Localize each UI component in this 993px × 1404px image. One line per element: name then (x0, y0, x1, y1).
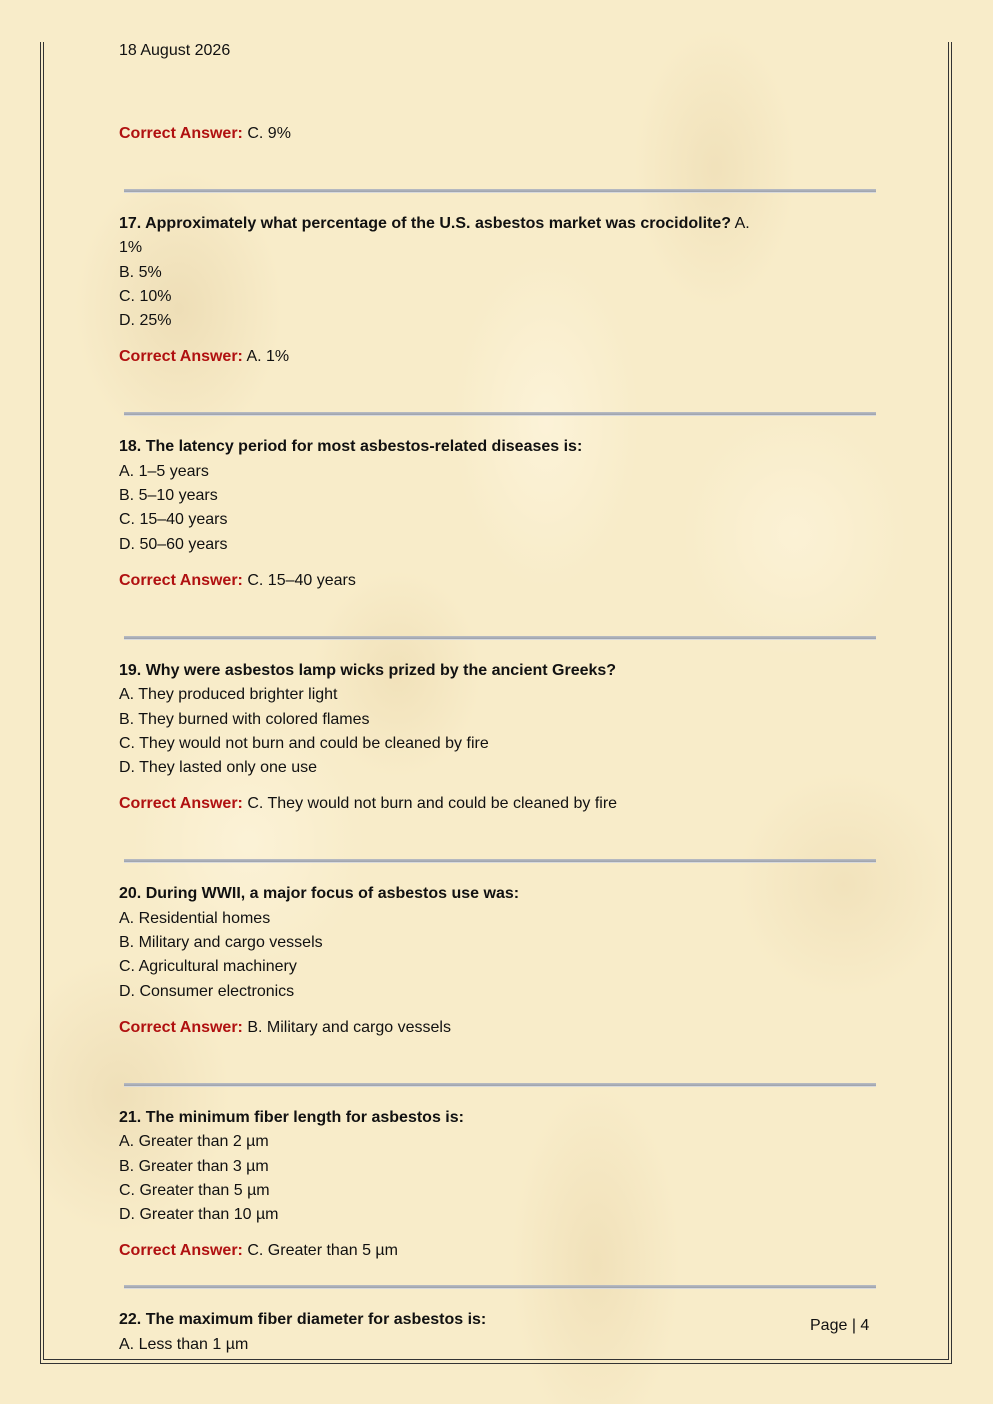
question-17 (119, 212, 879, 236)
correct-answer-value: B. Military and cargo vessels (247, 1018, 451, 1036)
option: C. Greater than 5 µm (119, 1181, 270, 1199)
option: D. 25% (119, 312, 172, 330)
option: C. 15–40 years (119, 511, 228, 529)
frame-border-bottom-inner (43, 1359, 949, 1360)
option: A. Residential homes (119, 909, 271, 927)
option: A. 1–5 years (119, 462, 209, 480)
option: A. Less than 1 µm (119, 1335, 249, 1353)
correct-answer-label: Correct Answer: (119, 571, 243, 589)
correct-answer-value: C. 9% (247, 125, 291, 142)
question-19 (119, 659, 879, 683)
correct-answer-label: Correct Answer: (119, 125, 243, 142)
question-18 (119, 435, 879, 459)
correct-answer-label: Correct Answer: (119, 1242, 243, 1260)
option: D. Greater than 10 µm (119, 1206, 279, 1224)
correct-answer-value: C. They would not burn and could be cleaned by fire (247, 795, 618, 813)
answer-19 (119, 794, 879, 814)
question-text: 19. Why were asbestos lamp wicks prized by the ancient Greeks? (119, 661, 617, 679)
answer-17 (119, 347, 879, 367)
option: 1% (119, 239, 143, 257)
question-text: 18. The latency period for most asbestos-related diseases is: (119, 438, 583, 456)
frame-border-bottom-outer (40, 1363, 952, 1364)
option: C. They would not burn and could be cleaned by fire (119, 734, 489, 752)
option: B. 5–10 years (119, 487, 218, 505)
option: B. Greater than 3 µm (119, 1157, 269, 1175)
question-text: 21. The minimum fiber length for asbestos is: (119, 1108, 464, 1126)
header-date: 18 August 2026 (119, 42, 231, 59)
correct-answer-value: A. 1% (246, 348, 290, 366)
frame-border-right-outer (951, 42, 952, 1364)
correct-answer-label: Correct Answer: (119, 348, 243, 366)
correct-answer-value: C. 15–40 years (247, 571, 356, 589)
frame-border-left-inner (43, 42, 44, 1360)
option: B. They burned with colored flames (119, 710, 370, 728)
question-text: 20. During WWII, a major focus of asbestos use was: (119, 885, 520, 903)
answer-18 (119, 571, 879, 591)
correct-answer-label: Correct Answer: (119, 795, 243, 813)
option: A. Greater than 2 µm (119, 1133, 269, 1151)
answer-21 (119, 1241, 879, 1261)
question-22 (119, 1308, 879, 1332)
frame-border-right-inner (948, 42, 949, 1360)
page-number: Page | 4 (810, 1317, 870, 1334)
answer-20 (119, 1018, 879, 1038)
option: D. Consumer electronics (119, 982, 295, 1000)
frame-border-left-outer (40, 42, 41, 1364)
answer-16 (119, 124, 879, 144)
option: B. Military and cargo vessels (119, 934, 323, 952)
option: D. 50–60 years (119, 535, 228, 553)
question-text: 22. The maximum fiber diameter for asbestos is: (119, 1311, 487, 1329)
quiz-content (119, 124, 879, 1357)
option: C. Agricultural machinery (119, 958, 297, 976)
question-21 (119, 1106, 879, 1130)
correct-answer-label: Correct Answer: (119, 1018, 243, 1036)
option: C. 10% (119, 287, 172, 305)
option: B. 5% (119, 263, 162, 281)
question-text: 17. Approximately what percentage of the U.S. asbestos market was crocidolite? (119, 215, 732, 232)
option-a-letter: A. (734, 215, 750, 232)
question-20 (119, 882, 879, 906)
correct-answer-value: C. Greater than 5 µm (247, 1242, 398, 1260)
option: A. They produced brighter light (119, 686, 338, 704)
option: D. They lasted only one use (119, 759, 318, 777)
